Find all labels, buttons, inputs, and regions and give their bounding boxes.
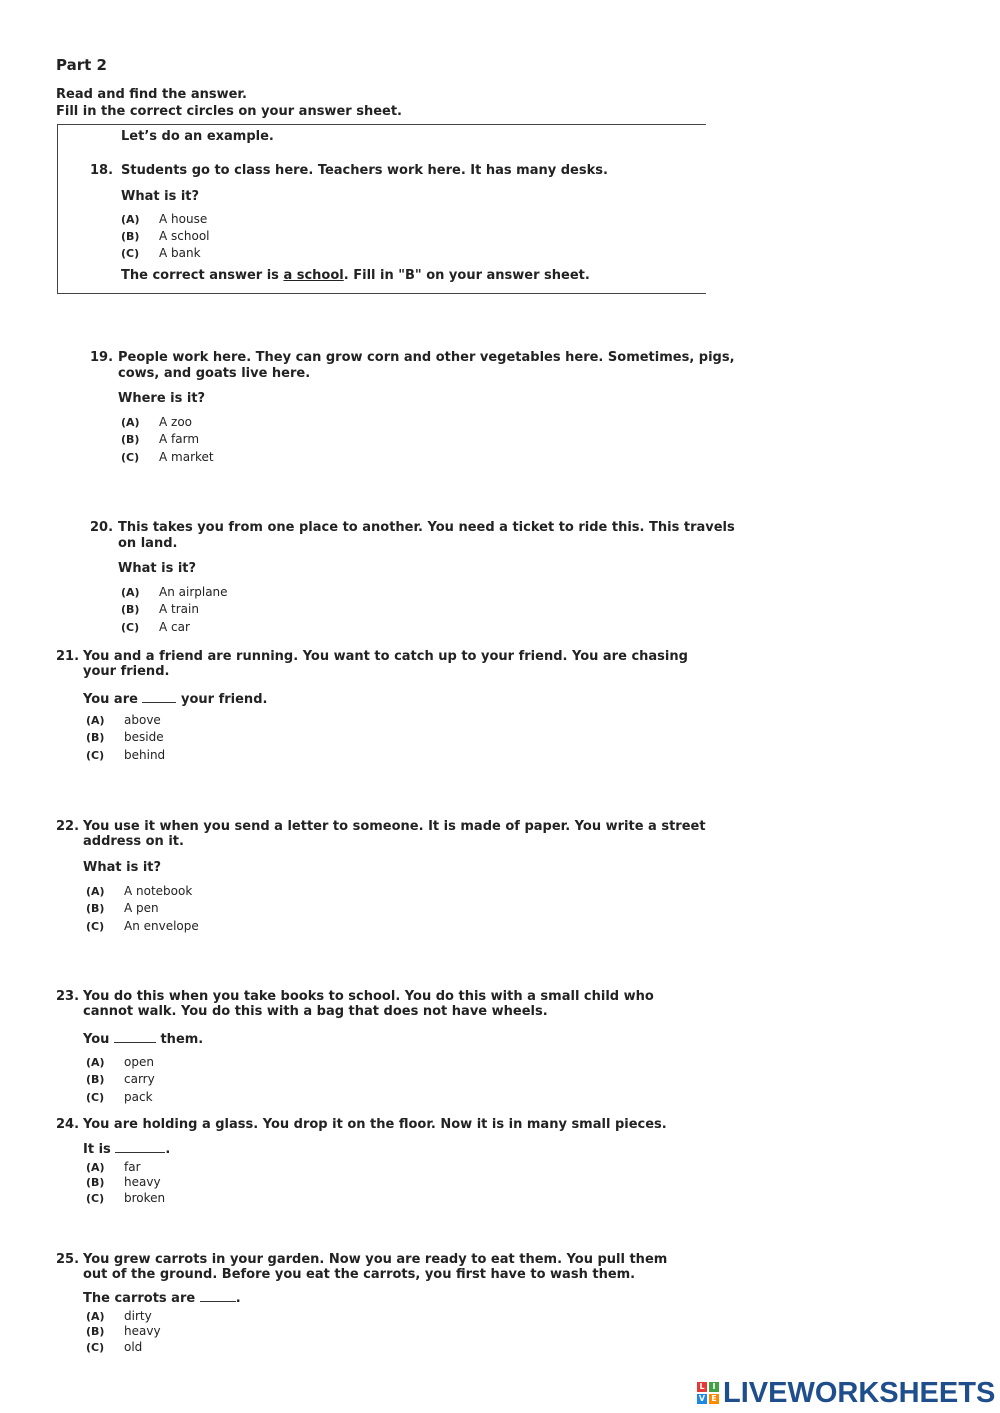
option-letter: (C)	[121, 621, 140, 634]
option-letter: (C)	[86, 1192, 105, 1205]
option-text: A notebook	[124, 884, 193, 898]
option-letter: (A)	[121, 416, 140, 429]
option-text: dirty	[124, 1309, 152, 1323]
question-22-text-line1: You use it when you send a letter to someone. It is made of paper. You write a street	[83, 819, 706, 834]
logo-letter-tile: E	[709, 1394, 719, 1404]
example-option-c[interactable]	[121, 245, 201, 262]
prompt-pre: It is	[83, 1142, 111, 1157]
logo-text: LIVEWORKSHEETS	[723, 1376, 996, 1409]
option-text: A bank	[159, 246, 201, 260]
option-text: beside	[124, 730, 164, 744]
question-20-text-line2: on land.	[118, 536, 178, 551]
prompt-pre: You	[83, 1032, 110, 1047]
example-intro: Let’s do an example.	[121, 129, 274, 144]
logo-letter-tile: V	[698, 1394, 706, 1403]
option-letter: (A)	[86, 1310, 105, 1323]
question-24-prompt	[83, 1140, 170, 1158]
question-21-option-c[interactable]	[86, 747, 165, 764]
answer-blank[interactable]	[200, 1289, 236, 1302]
question-20-text-line1: This takes you from one place to another. You need a ticket to ride this. This travels	[118, 520, 735, 535]
question-23-option-c[interactable]	[86, 1089, 153, 1106]
option-letter: (B)	[121, 603, 140, 616]
option-text: broken	[124, 1191, 166, 1205]
option-letter: (B)	[86, 902, 105, 915]
question-25-text-line2: out of the ground. Before you eat the carrots, you first have to wash them.	[83, 1267, 636, 1282]
question-19-text-line2: cows, and goats live here.	[118, 366, 311, 381]
prompt-pre: You are	[83, 692, 138, 707]
option-text: carry	[124, 1072, 155, 1086]
answer-blank[interactable]	[115, 1140, 165, 1153]
question-25-option-c[interactable]	[86, 1339, 142, 1356]
option-letter: (A)	[121, 213, 140, 226]
option-letter: (C)	[121, 451, 140, 464]
question-21-option-b[interactable]	[86, 729, 164, 746]
question-23-text-line1: You do this when you take books to school. You do this with a small child who	[83, 989, 654, 1004]
option-text: A zoo	[159, 415, 193, 429]
example-option-a[interactable]	[121, 211, 207, 228]
question-19-number: 19.	[90, 350, 114, 365]
option-letter: (A)	[86, 714, 105, 727]
example-question-number: 18.	[90, 163, 114, 178]
option-text: A car	[159, 620, 190, 634]
example-prompt: What is it?	[121, 189, 200, 204]
question-21-text-line2: your friend.	[83, 664, 170, 679]
question-21-text-line1: You and a friend are running. You want to catch up to your friend. You are chasing	[83, 649, 688, 664]
question-25-prompt	[83, 1289, 241, 1307]
question-20-prompt: What is it?	[118, 561, 197, 576]
option-letter: (C)	[86, 749, 105, 762]
option-text: old	[124, 1340, 143, 1354]
option-letter: (C)	[86, 1341, 105, 1354]
question-20-option-b[interactable]	[121, 601, 199, 618]
question-22-number: 22.	[56, 819, 80, 834]
question-22-option-b[interactable]	[86, 900, 159, 917]
question-22-option-a[interactable]	[86, 883, 192, 900]
question-20-option-c[interactable]	[121, 619, 190, 636]
option-letter: (C)	[86, 920, 105, 933]
option-letter: (B)	[121, 230, 140, 243]
prompt-post: .	[235, 1291, 241, 1306]
instruction-read: Read and find the answer.	[56, 87, 247, 102]
option-text: A pen	[124, 901, 159, 915]
option-letter: (C)	[121, 247, 140, 260]
question-24-number: 24.	[56, 1117, 80, 1132]
option-letter: (B)	[86, 731, 105, 744]
question-22-text-line2: address on it.	[83, 834, 184, 849]
question-21-option-a[interactable]	[86, 712, 161, 729]
part-title: Part 2	[56, 56, 107, 74]
option-letter: (A)	[86, 1161, 105, 1174]
example-answer-word: a school	[283, 268, 344, 283]
question-22-prompt: What is it?	[83, 860, 162, 875]
question-19-text-line1: People work here. They can grow corn and other vegetables here. Sometimes, pigs,	[118, 350, 735, 365]
example-answer-pre: The correct answer is	[121, 268, 284, 283]
option-letter: (B)	[86, 1325, 105, 1338]
question-23-prompt	[83, 1030, 203, 1048]
logo-letter-tile: I	[709, 1382, 719, 1392]
example-answer	[121, 268, 590, 284]
logo-letter-tile: L	[697, 1382, 707, 1392]
prompt-pre: The carrots are	[83, 1291, 196, 1306]
option-text: A market	[159, 450, 214, 464]
prompt-post: them.	[160, 1032, 204, 1047]
option-text: A farm	[159, 432, 200, 446]
question-24-option-b[interactable]	[86, 1174, 161, 1191]
option-letter: (A)	[121, 586, 140, 599]
question-24-option-c[interactable]	[86, 1190, 165, 1207]
question-21-prompt	[83, 690, 267, 708]
liveworksheets-logo[interactable]	[697, 1378, 995, 1408]
option-letter: (B)	[121, 433, 140, 446]
question-19-option-a[interactable]	[121, 414, 192, 431]
question-19-option-b[interactable]	[121, 431, 199, 448]
option-text: A school	[159, 229, 210, 243]
option-text: An airplane	[159, 585, 228, 599]
question-23-number: 23.	[56, 989, 80, 1004]
option-text: A train	[159, 602, 199, 616]
example-answer-post: . Fill in "B" on your answer sheet.	[343, 268, 590, 283]
instruction-fill: Fill in the correct circles on your answer sheet.	[56, 104, 402, 119]
option-text: open	[124, 1055, 154, 1069]
option-letter: (B)	[86, 1176, 105, 1189]
example-option-b[interactable]	[121, 228, 210, 245]
answer-blank[interactable]	[114, 1030, 156, 1043]
answer-blank[interactable]	[142, 690, 176, 703]
option-text: above	[124, 713, 161, 727]
option-text: An envelope	[124, 919, 199, 933]
option-text: heavy	[124, 1175, 161, 1189]
question-20-number: 20.	[90, 520, 114, 535]
prompt-post: .	[165, 1142, 171, 1157]
prompt-post: your friend.	[181, 692, 268, 707]
question-22-option-c[interactable]	[86, 918, 199, 935]
question-23-option-b[interactable]	[86, 1071, 155, 1088]
option-text: A house	[159, 212, 208, 226]
question-23-text-line2: cannot walk. You do this with a bag that does not have wheels.	[83, 1004, 548, 1019]
option-text: far	[124, 1160, 141, 1174]
example-question-text: Students go to class here. Teachers work here. It has many desks.	[121, 163, 608, 178]
question-25-option-b[interactable]	[86, 1323, 161, 1340]
option-letter: (C)	[86, 1091, 105, 1104]
option-letter: (A)	[86, 1056, 105, 1069]
question-23-option-a[interactable]	[86, 1054, 154, 1071]
logo-mark-icon	[697, 1382, 719, 1404]
option-text: behind	[124, 748, 166, 762]
option-text: heavy	[124, 1324, 161, 1338]
question-25-number: 25.	[56, 1252, 80, 1267]
option-letter: (A)	[86, 885, 105, 898]
question-24-text-line1: You are holding a glass. You drop it on the floor. Now it is in many small pieces.	[83, 1117, 667, 1132]
question-25-text-line1: You grew carrots in your garden. Now you are ready to eat them. You pull them	[83, 1252, 668, 1267]
question-19-option-c[interactable]	[121, 449, 214, 466]
question-20-option-a[interactable]	[121, 584, 228, 601]
question-21-number: 21.	[56, 649, 80, 664]
option-letter: (B)	[86, 1073, 105, 1086]
question-19-prompt: Where is it?	[118, 391, 206, 406]
option-text: pack	[124, 1090, 153, 1104]
